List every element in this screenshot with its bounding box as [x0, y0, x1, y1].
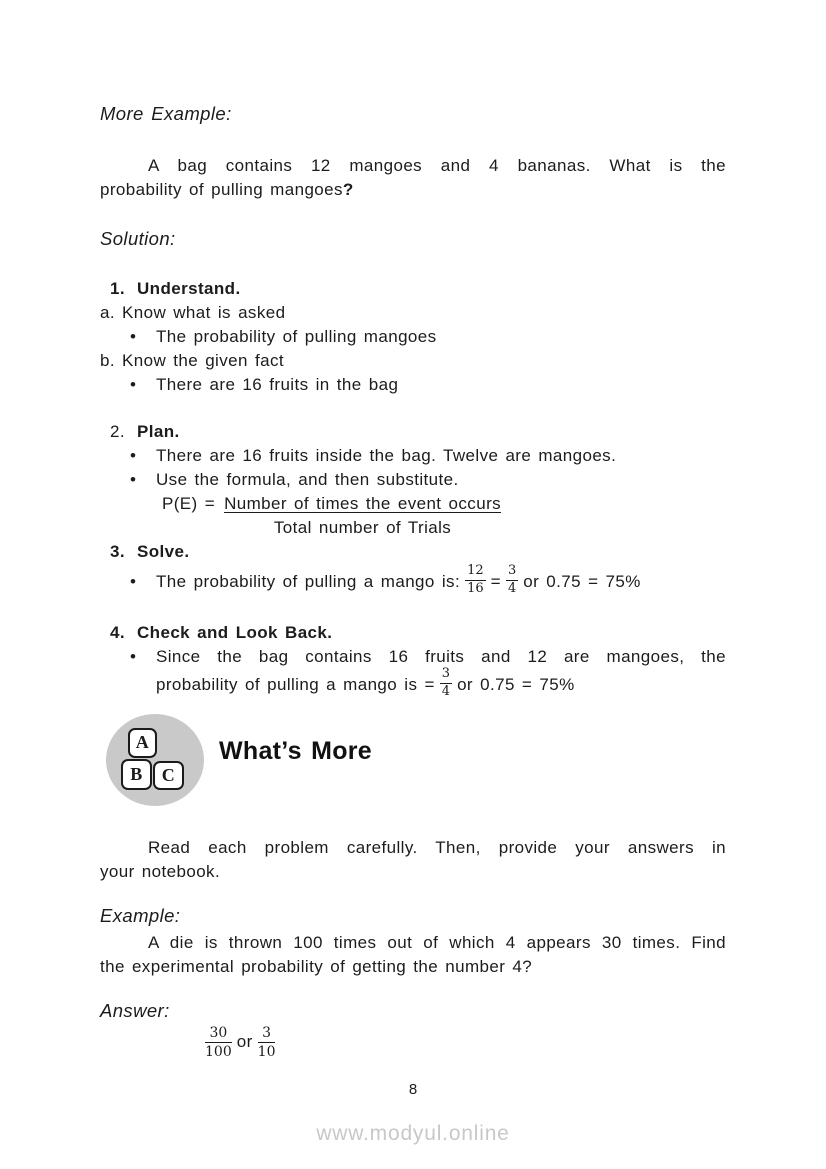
block-c: C	[153, 761, 184, 790]
whats-more-heading: What’s More	[219, 737, 372, 766]
fraction-12-16: $\frac{12}{16}$	[467, 563, 484, 597]
step-2-number: 2.	[110, 422, 125, 441]
bullet-item	[100, 325, 726, 349]
bullet-icon	[130, 645, 156, 702]
answer-or: or	[236, 1032, 253, 1052]
whats-more-section-header	[106, 712, 726, 808]
example-line-2: the experimental probability of getting the number 4?	[100, 956, 533, 976]
step-3-title: Solve.	[137, 542, 190, 561]
step-1-item-b	[100, 349, 726, 373]
step-4-number: 4.	[110, 623, 125, 642]
equals-sign: =	[490, 572, 501, 591]
check-suffix: or 0.75 = 75%	[457, 675, 575, 695]
step-2-title-row	[100, 420, 726, 444]
fraction-30-100: $\frac{30}{100}$	[205, 1024, 232, 1060]
probability-formula	[100, 492, 726, 540]
solve-suffix: or 0.75 = 75%	[523, 572, 641, 591]
fraction-3-10: $\frac{3}{10}$	[257, 1024, 276, 1060]
step-1-number: 1.	[110, 279, 125, 298]
formula-numerator: Number of times the event occurs	[224, 494, 502, 513]
step-3-title-row	[100, 540, 726, 564]
step-3-number: 3.	[110, 542, 125, 561]
check-paragraph	[156, 645, 726, 702]
bullet-text: There are 16 fruits in the bag	[156, 375, 399, 394]
abc-blocks-icon	[106, 714, 204, 806]
fraction-3-4: $\frac{3}{4}$	[441, 666, 451, 699]
step-1-title: Understand.	[137, 279, 241, 298]
problem-line-2: probability of pulling mangoes?	[100, 180, 354, 199]
solve-expression	[156, 564, 726, 600]
answer-heading: Answer:	[100, 999, 170, 1021]
bullet-icon	[130, 564, 156, 600]
formula-denominator: Total number of Trials	[273, 518, 452, 537]
check-line-1: Since the bag contains 16 fruits and 12 are mangoes, the	[156, 647, 726, 666]
bullet-item	[100, 373, 726, 397]
bullet-item	[100, 444, 726, 468]
example-line-1: A die is thrown 100 times out of which 4 appears 30 times. Find	[148, 932, 726, 952]
bullet-icon	[130, 325, 156, 349]
problem-question-mark: ?	[342, 180, 354, 199]
block-b: B	[121, 759, 152, 790]
bullet-item	[100, 468, 726, 492]
formula-fraction	[224, 492, 501, 540]
bullet-text: There are 16 fruits inside the bag. Twelve are mangoes.	[156, 446, 617, 465]
bullet-text: Use the formula, and then substitute.	[156, 470, 459, 489]
item-b-label: b.	[100, 351, 115, 370]
bullet-text: The probability of pulling mangoes	[156, 327, 437, 346]
step-4-title: Check and Look Back.	[137, 623, 333, 642]
problem-paragraph	[100, 154, 726, 202]
answer-expression	[100, 1025, 726, 1060]
watermark: www.modyul.online	[316, 1122, 510, 1145]
formula-lhs: P(E) =	[162, 494, 216, 513]
example-heading: Example:	[100, 904, 181, 926]
solve-prefix: The probability of pulling a mango is:	[156, 572, 461, 591]
bullet-item	[100, 564, 726, 600]
solution-heading: Solution:	[100, 228, 176, 249]
more-example-heading: More Example:	[100, 103, 232, 124]
step-1-item-a	[100, 301, 726, 325]
problem-line-1: A bag contains 12 mangoes and 4 bananas. What is the	[148, 156, 726, 175]
bullet-icon	[130, 444, 156, 468]
example-paragraph	[100, 931, 726, 979]
page-content	[100, 0, 726, 1060]
item-a-text: Know what is asked	[122, 303, 286, 322]
bullet-icon	[130, 373, 156, 397]
item-b-text: Know the given fact	[122, 351, 284, 370]
check-line-2	[156, 666, 726, 702]
instruction-paragraph	[100, 836, 726, 884]
instruction-line-2: your notebook.	[100, 861, 221, 881]
instruction-line-1: Read each problem carefully. Then, provide your answers in	[148, 837, 726, 857]
bullet-icon	[130, 468, 156, 492]
page-number: 8	[408, 1081, 418, 1098]
item-a-label: a.	[100, 303, 115, 322]
step-4-title-row	[100, 621, 726, 645]
bullet-item	[100, 645, 726, 702]
solution-steps	[100, 277, 726, 702]
block-a: A	[128, 728, 157, 758]
fraction-3-4: $\frac{3}{4}$	[507, 563, 517, 597]
step-2-title: Plan.	[137, 422, 180, 441]
check-prefix: probability of pulling a mango is =	[156, 675, 435, 695]
step-1-title-row	[100, 277, 726, 301]
